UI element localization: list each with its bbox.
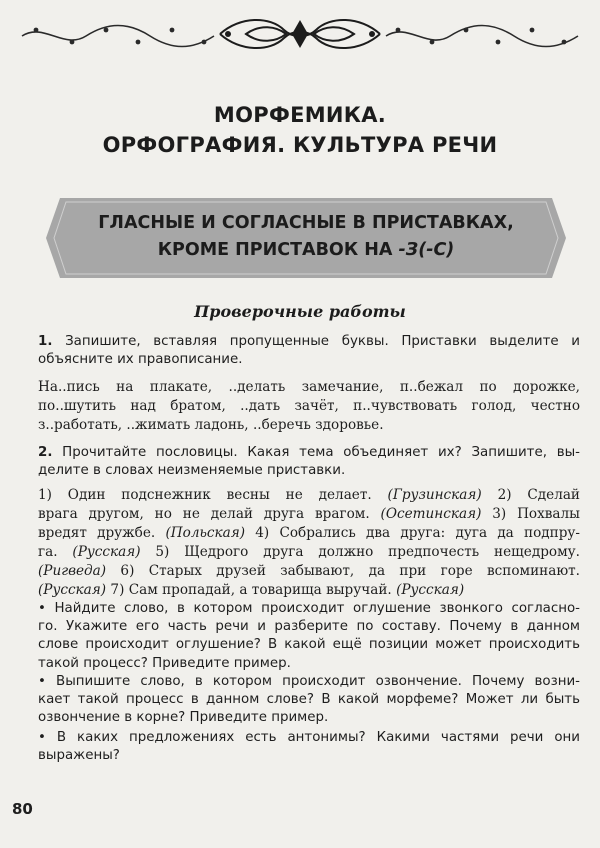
task-1 [38,333,580,369]
proverb-text: 1) Один подснежник весны не делает. [38,487,388,503]
exercise-line: з..работать, ..жимать ладонь, ..беречь здоровье. [38,417,384,433]
proverb-text: 6) Старых друзей забывают, да при горе вспоминают. [106,563,580,579]
proverb-line [38,524,580,543]
proverb-source: (Русская) [72,544,141,560]
section-title [46,210,566,264]
task-2-line: делите в словах неизменяемые приставки. [38,463,346,479]
proverb-line [38,581,580,600]
task-1-number: 1. [38,334,53,349]
section-banner [46,190,566,286]
bullet-line: такой процесс? Приведите пример. [38,655,291,671]
proverb-source: (Русская) [396,582,465,598]
bullet-line: • В каких предложениях есть антонимы? Какими частями речи они [38,730,580,745]
chapter-title [0,100,600,160]
task-1-line [38,333,580,351]
section-title-italic: -З(-С) [398,240,455,260]
proverb-source: (Грузинская) [387,487,482,503]
bullet-line: выражены? [38,748,120,764]
bullet-line: • Выпишите слово, в котором происходит озвончение. Почему возни- [38,674,580,689]
proverb-text: 5) Щедрого друга должно предпочесть нещедрому. [140,544,580,560]
proverb-line [38,543,580,562]
task-2-text: Прочитайте пословицы. Какая тема объединяет их? Запишите, вы- [52,445,580,460]
task-1-text: Запишите, вставляя пропущенные буквы. Приставки выделите и [52,334,580,349]
page-number: 80 [12,800,33,818]
ornament-header [14,14,586,54]
proverb-source: (Русская) [38,582,107,598]
proverb-text: 3) Похвалы [481,506,580,522]
bullet-line: слове происходит оглушение? В какой ещё позиции может происходить [38,637,580,653]
proverb-text: 7) Сам пропадай, а товарища выручай. [106,582,397,598]
exercise-line: по..шутить над братом, ..дать зачёт, п..чувствовать голод, честно [38,398,580,414]
task-2-number: 2. [38,445,53,460]
proverb-text: 4) Собрались два друга: дуга да подпру- [245,525,580,541]
proverb-text: вредят дружбе. [38,525,166,541]
proverb-text: 2) Сделай [481,487,580,503]
bullet-question [38,673,580,728]
task-1-exercise [38,378,580,435]
bullet-line: озвончение в корне? Приведите пример. [38,710,329,726]
proverb-source: (Польская) [165,525,246,541]
proverb-line [38,505,580,524]
proverb-line [38,562,580,581]
task-2 [38,444,580,480]
proverb-text: га. [38,544,73,560]
task-1-line: объясните их правописание. [38,352,243,368]
exercise-line: На..пись на плакате, ..делать замечание, п..бежал по дорожке, [38,379,580,395]
subtitle: Проверочные работы [194,302,406,321]
chapter-title-line: ОРФОГРАФИЯ. КУЛЬТУРА РЕЧИ [102,133,498,157]
chapter-title-line: МОРФЕМИКА. [213,103,387,127]
proverb-source: (Осетинская) [380,506,482,522]
bullet-line: • Найдите слово, в котором происходит оглушение звонкого согласно- [38,601,580,616]
proverb-text: врага другом, но не делай друга врагом. [38,506,381,522]
section-title-prefix: КРОМЕ ПРИСТАВОК НА [157,240,399,260]
task-2-line [38,444,580,462]
proverb-source: (Ригведа) [38,563,107,579]
bullet-line: кает такой процесс в данном слове? В какой морфеме? Может ли быть [38,692,580,708]
bullet-question [38,600,580,673]
section-title-line2 [46,237,566,264]
section-title-line1: ГЛАСНЫЕ И СОГЛАСНЫЕ В ПРИСТАВКАХ, [98,213,514,233]
proverbs [38,486,580,600]
bullet-question [38,729,580,765]
proverb-line [38,486,580,505]
bullet-line: го. Укажите его часть речи и разберите по составу. Почему в данном [38,619,580,635]
